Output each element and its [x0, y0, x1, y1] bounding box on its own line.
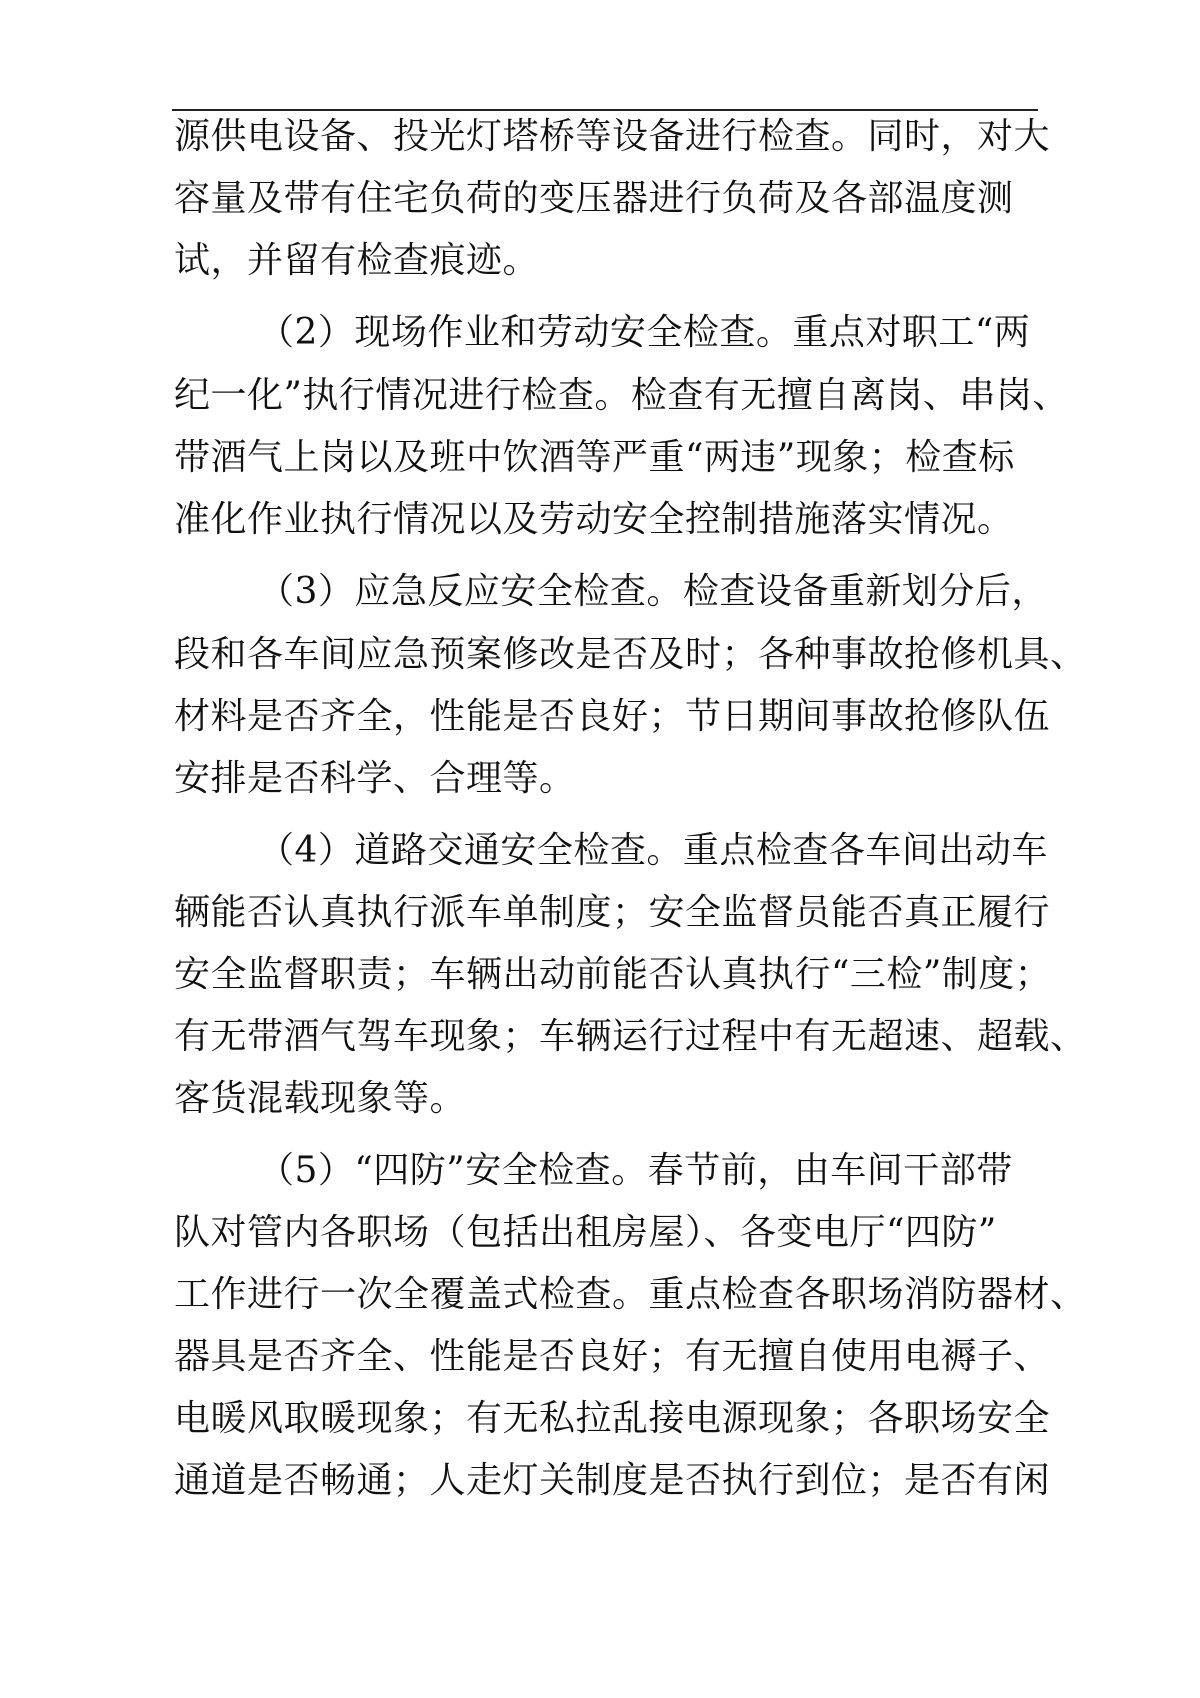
text-line: 材料是否齐全，性能是否良好；节日期间事故抢修队伍 — [174, 696, 1051, 737]
text-line: 带酒气上岗以及班中饮酒等严重“两违”现象；检查标 — [174, 437, 1015, 478]
text-line: 通道是否畅通；人走灯关制度是否执行到位；是否有闲 — [174, 1460, 1051, 1501]
text-line: 段和各车间应急预案修改是否及时；各种事故抢修机具、 — [174, 634, 1087, 675]
text-line: 纪一化”执行情况进行检查。检查有无擅自离岗、串岗、 — [174, 375, 1069, 416]
paragraph-5-first-line: （5）“四防”安全检查。春节前，由车间干部带 — [258, 1150, 1013, 1191]
text-line: 试，并留有检查痕迹。 — [174, 240, 540, 281]
text-line: 队对管内各职场（包括出租房屋）、各变电厅“四防” — [174, 1212, 997, 1253]
text-line: 安排是否科学、合理等。 — [174, 758, 576, 799]
paragraph-3-first-line: （3）应急反应安全检查。检查设备重新划分后， — [258, 571, 1048, 612]
header-rule — [172, 109, 1038, 111]
text-line: 器具是否齐全、性能是否良好；有无擅自使用电褥子、 — [174, 1336, 1051, 1377]
text-line: 辆能否认真执行派车单制度；安全监督员能否真正履行 — [174, 892, 1051, 933]
text-line: 有无带酒气驾车现象；车辆运行过程中有无超速、超载、 — [174, 1016, 1087, 1057]
paragraph-2-first-line: （2）现场作业和劳动安全检查。重点对职工“两 — [258, 312, 1031, 353]
text-line: 容量及带有住宅负荷的变压器进行负荷及各部温度测 — [174, 178, 1014, 219]
text-line: 客货混载现象等。 — [174, 1078, 467, 1119]
paragraph-4-first-line: （4）道路交通安全检查。重点检查各车间出动车 — [258, 830, 1048, 871]
text-line: 准化作业执行情况以及劳动安全控制措施落实情况。 — [174, 499, 1014, 540]
text-line: 安全监督职责；车辆出动前能否认真执行“三检”制度； — [174, 954, 1052, 995]
text-line: 电暖风取暖现象；有无私拉乱接电源现象；各职场安全 — [174, 1398, 1051, 1439]
text-line: 工作进行一次全覆盖式检查。重点检查各职场消防器材、 — [174, 1274, 1087, 1315]
text-line: 源供电设备、投光灯塔桥等设备进行检查。同时，对大 — [174, 116, 1051, 157]
